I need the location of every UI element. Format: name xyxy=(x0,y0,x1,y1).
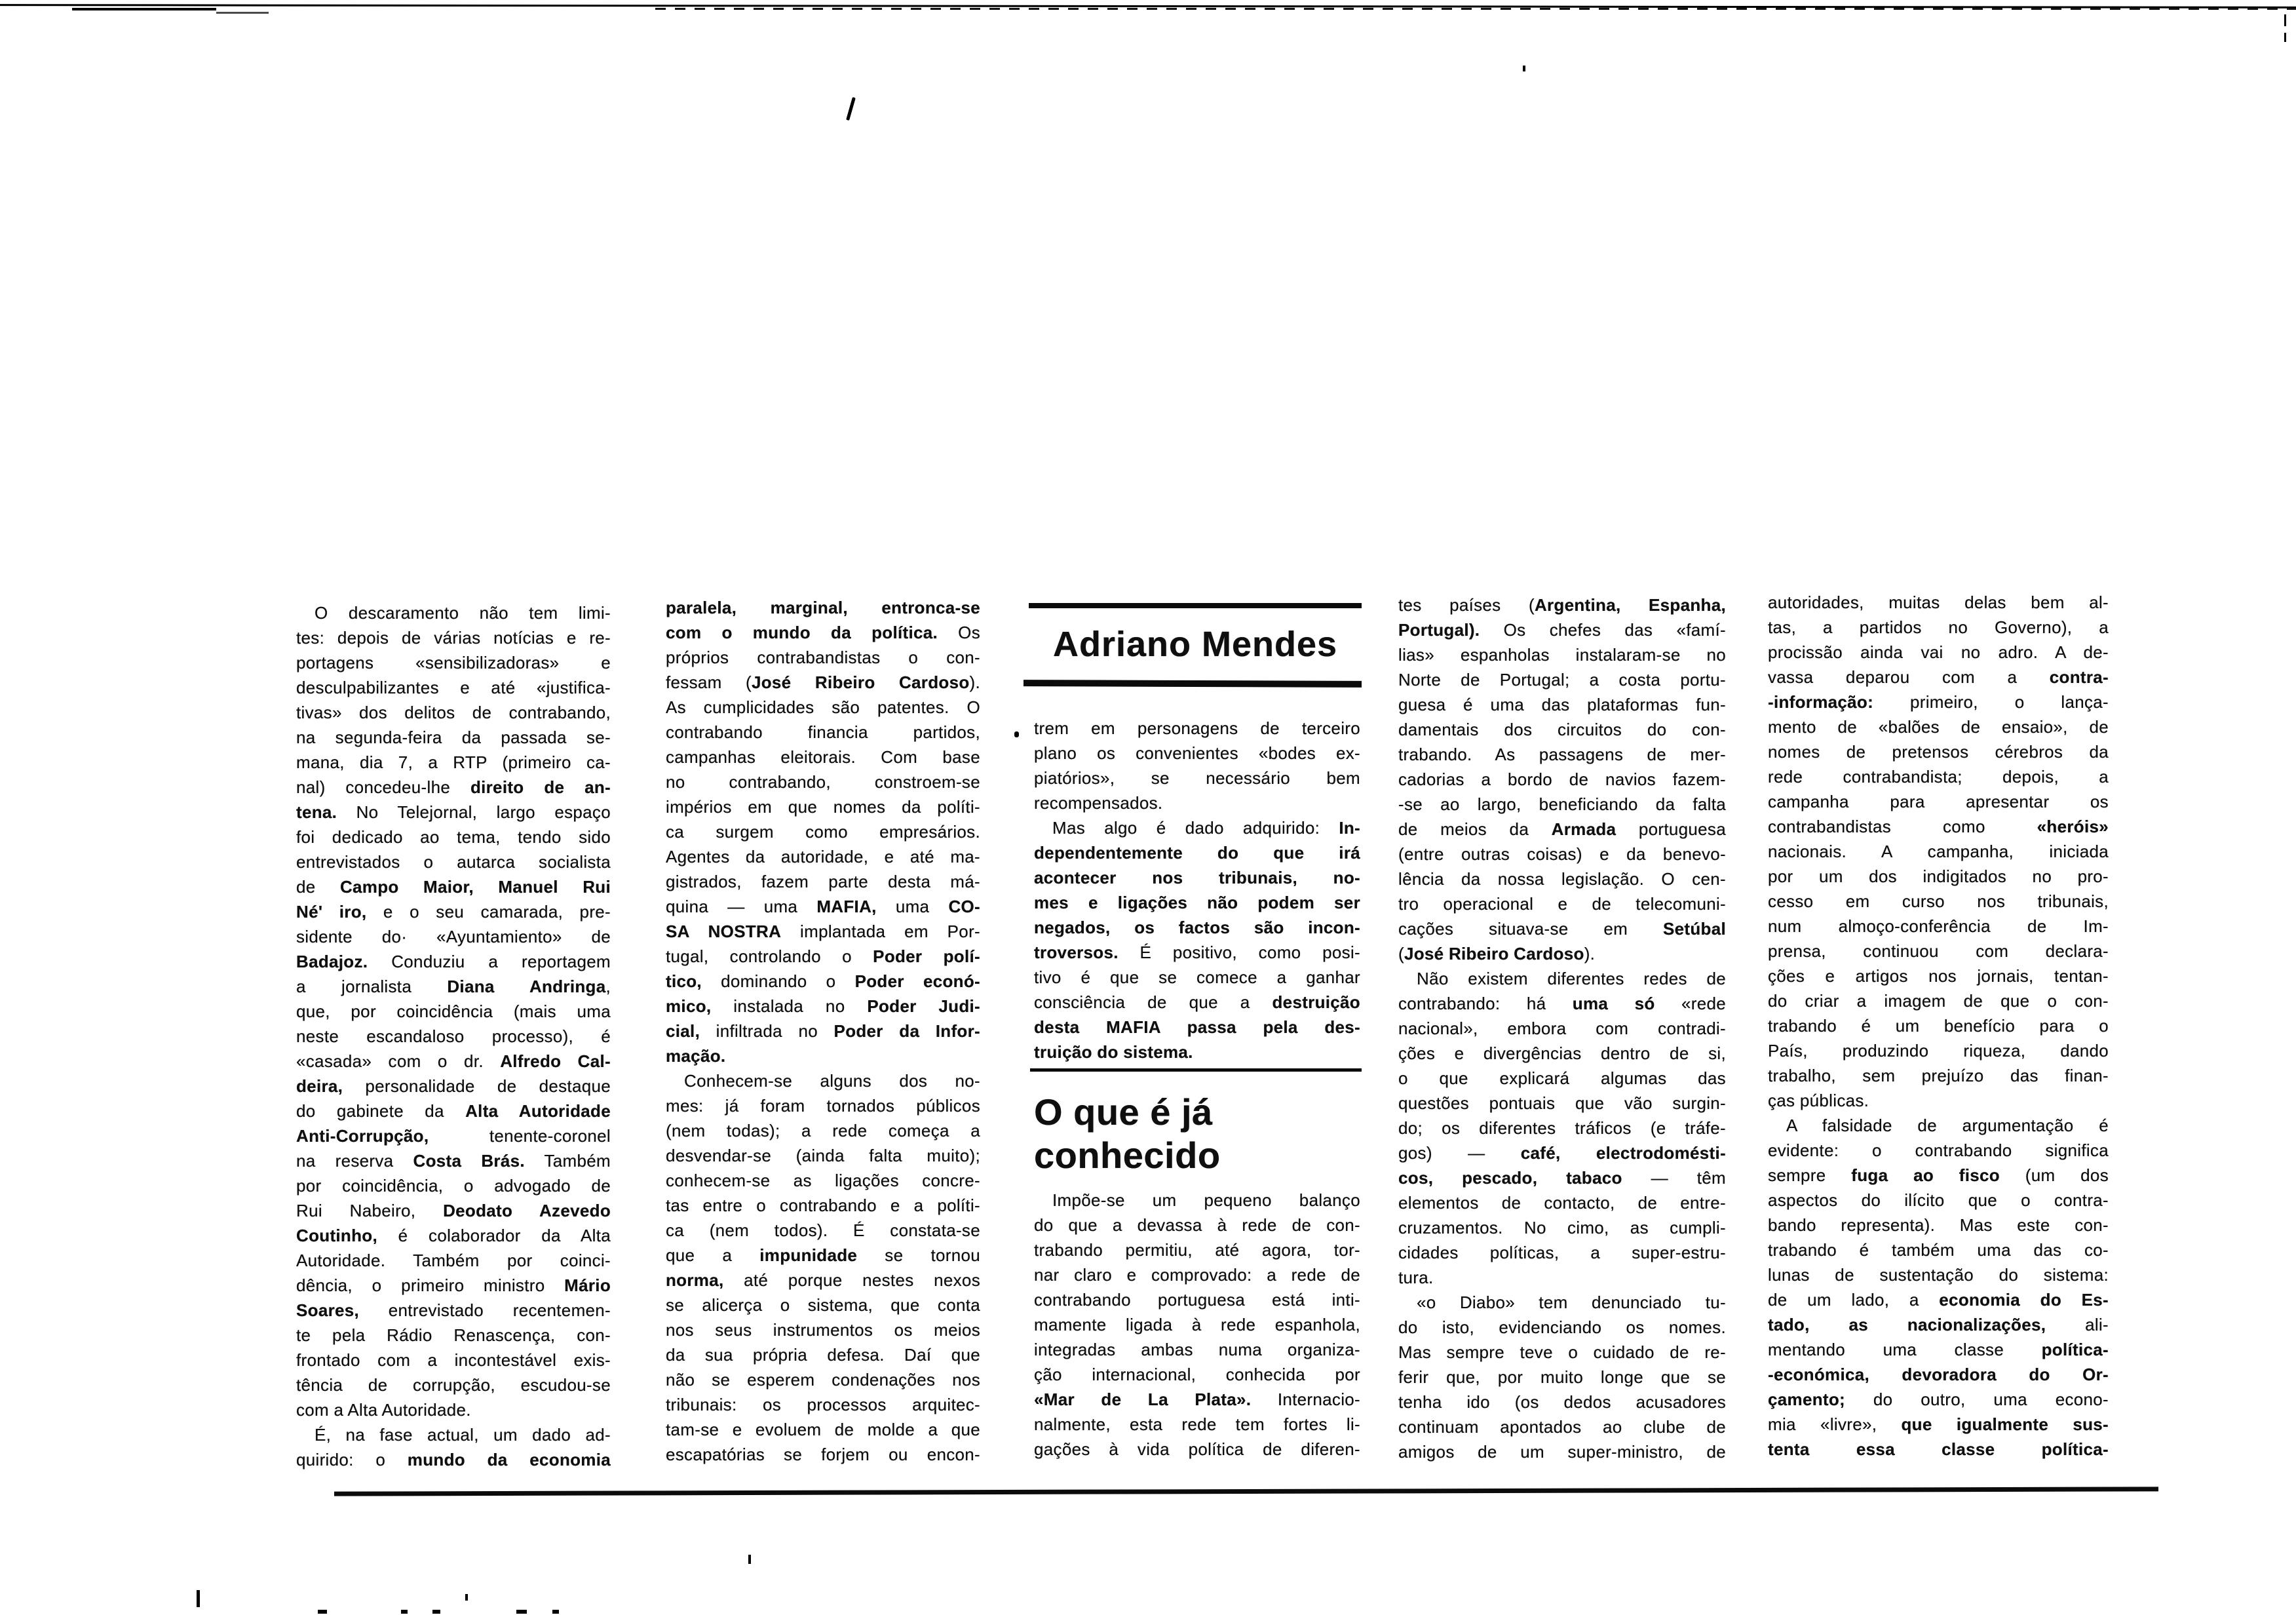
text-line: rede contrabandista; depois, a xyxy=(1768,767,2109,787)
text-line: tência de corrupção, escudou-se xyxy=(296,1375,611,1395)
text-line: escapatórias se forjem ou encon- xyxy=(666,1445,980,1464)
text-line: continuam apontados ao clube de xyxy=(1398,1417,1726,1437)
scan-mark-speck-margin xyxy=(1014,731,1019,737)
section-heading xyxy=(1034,1091,1362,1177)
text-line: tenta essa classe política- xyxy=(1768,1439,2109,1459)
text-line: guesa é uma das plataformas fun- xyxy=(1398,695,1726,714)
text-line: gos) — café, electrodomésti- xyxy=(1398,1143,1726,1163)
text-line: cidades políticas, a super-estru- xyxy=(1398,1243,1726,1262)
text-line: o que explicará algumas das xyxy=(1398,1068,1726,1088)
text-line: evidente: o contrabando significa xyxy=(1768,1140,2109,1160)
text-line: contrabandistas como «heróis» xyxy=(1768,817,2109,836)
text-line: cadorias a bordo de navios fazem- xyxy=(1398,769,1726,789)
text-line: Coutinho, é colaborador da Alta xyxy=(296,1226,611,1245)
text-line: ção internacional, conhecida por xyxy=(1034,1365,1360,1384)
text-line: ca surgem como empresários. xyxy=(666,822,980,842)
section-divider-rule xyxy=(1030,1068,1362,1072)
text-line: frontado com a incontestável exis- xyxy=(296,1350,611,1370)
text-line: desculpabilizantes e até «justifica- xyxy=(296,678,611,697)
scan-mark-bottom-dash-4 xyxy=(516,1610,527,1614)
text-line: trabalho, sem prejuízo das finan- xyxy=(1768,1066,2109,1085)
text-line: sidente do· «Ayuntamiento» de xyxy=(296,927,611,946)
text-line: (nem todas); a rede começa a xyxy=(666,1121,980,1140)
text-line: consciência de que a destruição xyxy=(1034,992,1360,1012)
text-line: nomes de pretensos cérebros da xyxy=(1768,742,2109,762)
text-line: tas, a partidos no Governo), a xyxy=(1768,617,2109,637)
text-line: -se ao largo, beneficiando da falta xyxy=(1398,794,1726,814)
text-line: desvendar-se (ainda falta muito); xyxy=(666,1146,980,1165)
text-line: mamente ligada à rede espanhola, xyxy=(1034,1315,1360,1334)
text-line: tena. No Telejornal, largo espaço xyxy=(296,802,611,822)
text-line: çamento; do outro, uma econo- xyxy=(1768,1390,2109,1409)
text-line: nacional», embora com contradi- xyxy=(1398,1019,1726,1038)
byline: Adriano Mendes xyxy=(1052,625,1338,664)
text-line: Portugal). Os chefes das «famí- xyxy=(1398,620,1726,640)
text-line: Mas sempre teve o cuidado de re- xyxy=(1398,1342,1726,1362)
text-line: com a Alta Autoridade. xyxy=(296,1400,471,1420)
text-line: se alicerça o sistema, que conta xyxy=(666,1295,980,1315)
text-line: nal) concedeu-lhe direito de an- xyxy=(296,777,611,797)
text-line: contrabando portuguesa está inti- xyxy=(1034,1290,1360,1310)
text-line: mia «livre», que igualmente sus- xyxy=(1768,1414,2109,1434)
text-line: entrevistados o autarca socialista xyxy=(296,852,611,872)
text-line: que, por coincidência (mais uma xyxy=(296,1002,611,1021)
text-line: de meios da Armada portuguesa xyxy=(1398,819,1726,839)
scan-mark-speck-bottom-1 xyxy=(465,1594,468,1601)
text-line: tugal, controlando o Poder polí- xyxy=(666,946,980,966)
text-line: questões pontuais que vão surgin- xyxy=(1398,1093,1726,1113)
text-line: tes países (Argentina, Espanha, xyxy=(1398,595,1726,615)
text-line: nar claro e comprovado: a rede de xyxy=(1034,1265,1360,1285)
text-line: trabando é um benefício para o xyxy=(1768,1016,2109,1036)
text-line: paralela, marginal, entronca-se xyxy=(666,598,980,617)
text-line: do que a devassa à rede de con- xyxy=(1034,1215,1360,1235)
text-line: «casada» com o dr. Alfredo Cal- xyxy=(296,1051,611,1071)
text-line: tenha ido (os dedos acusadores xyxy=(1398,1392,1726,1412)
text-line: de um lado, a economia do Es- xyxy=(1768,1290,2109,1310)
text-line: ções e divergências dentro de si, xyxy=(1398,1043,1726,1063)
text-line: deira, personalidade de destaque xyxy=(296,1076,611,1096)
article-column-3-lower xyxy=(1034,1188,1360,1462)
scan-mark-slash xyxy=(846,97,856,121)
text-line: mação. xyxy=(666,1046,726,1066)
scan-mark-right-edge-1 xyxy=(2284,14,2286,26)
text-line: ca (nem todos). É constata-se xyxy=(666,1220,980,1240)
article-bottom-rule xyxy=(334,1487,2158,1496)
text-line: campanhas eleitorais. Com base xyxy=(666,747,980,767)
text-line: mentando uma classe política- xyxy=(1768,1340,2109,1359)
text-line: da sua própria defesa. Daí que xyxy=(666,1345,980,1365)
text-line: na segunda-feira da passada se- xyxy=(296,728,611,747)
text-line: trabando. As passagens de mer- xyxy=(1398,745,1726,764)
text-line: desta MAFIA passa pela des- xyxy=(1034,1017,1360,1037)
scan-mark-bottom-bar xyxy=(197,1590,200,1607)
text-line: tivo é que se comece a ganhar xyxy=(1034,967,1360,987)
text-line: tes: depois de várias notícias e re- xyxy=(296,628,611,648)
text-line: bando representa). Mas este con- xyxy=(1768,1215,2109,1235)
scan-mark-speck-bottom-2 xyxy=(748,1555,751,1564)
text-line: lias» espanholas instalaram-se no xyxy=(1398,645,1726,665)
text-line: prensa, continuou com declara- xyxy=(1768,941,2109,961)
byline-rule-bottom xyxy=(1024,680,1362,688)
text-line: integradas ambas numa organiza- xyxy=(1034,1340,1360,1359)
text-line: contrabando financia partidos, xyxy=(666,722,980,742)
torn-edge-dashes xyxy=(655,8,2296,10)
text-line: trabando permitiu, até agora, tor- xyxy=(1034,1240,1360,1260)
text-line: que a impunidade se tornou xyxy=(666,1245,980,1265)
text-line: vassa deparou com a contra- xyxy=(1768,667,2109,687)
text-line: aspectos do ilícito que o contra- xyxy=(1768,1190,2109,1210)
text-line: truição do sistema. xyxy=(1034,1042,1193,1062)
scan-mark-bottom-dash-5 xyxy=(552,1610,559,1614)
text-line: amigos de um super-ministro, de xyxy=(1398,1442,1726,1462)
text-line: elementos de contacto, de entre- xyxy=(1398,1193,1726,1213)
text-line: As cumplicidades são patentes. O xyxy=(666,697,980,717)
text-line: procissão ainda vai no adro. A de- xyxy=(1768,642,2109,662)
text-line: do; os diferentes tráficos (e tráfe- xyxy=(1398,1118,1726,1138)
text-line: trem em personagens de terceiro xyxy=(1034,718,1360,738)
scan-mark-speck-top xyxy=(1523,66,1525,71)
text-line: próprios contrabandistas o con- xyxy=(666,648,980,667)
text-line: tico, dominando o Poder econó- xyxy=(666,971,980,991)
text-line: cos, pescado, tabaco — têm xyxy=(1398,1168,1727,1188)
scan-mark-bottom-dash-3 xyxy=(432,1610,440,1614)
text-line: mento de «balões de ensaio», de xyxy=(1768,717,2109,737)
text-line: no contrabando, constroem-se xyxy=(666,772,980,792)
text-line: sempre fuga ao fisco (um dos xyxy=(1768,1165,2109,1185)
text-line: tro operacional e de telecomuni- xyxy=(1398,894,1726,914)
text-line: Badajoz. Conduziu a reportagem xyxy=(296,952,611,971)
text-line: portagens «sensibilizadoras» e xyxy=(296,653,611,672)
text-line: País, produzindo riqueza, dando xyxy=(1768,1041,2109,1060)
text-line: a jornalista Diana Andringa, xyxy=(296,977,611,996)
text-line: «Mar de La Plata». Internacio- xyxy=(1034,1390,1361,1409)
text-line: campanha para apresentar os xyxy=(1768,792,2109,811)
text-line: do isto, evidenciando os nomes. xyxy=(1398,1317,1726,1337)
text-line: neste escandaloso processo), é xyxy=(296,1026,611,1046)
text-line: Impõe-se um pequeno balanço xyxy=(1052,1190,1360,1210)
text-line: plano os convenientes «bodes ex- xyxy=(1034,743,1360,763)
section-heading-line-1: O que é já xyxy=(1034,1091,1213,1133)
text-line: nalmente, esta rede tem fortes li- xyxy=(1034,1414,1360,1434)
text-line: A falsidade de argumentação é xyxy=(1786,1116,2109,1135)
text-line: -económica, devoradora do Or- xyxy=(1768,1365,2109,1384)
text-line: Não existem diferentes redes de xyxy=(1417,969,1726,988)
article-column-3-upper xyxy=(1034,716,1360,1064)
text-line: Anti-Corrupção, tenente-coronel xyxy=(296,1126,611,1146)
text-line: (entre outras coisas) e da benevo- xyxy=(1398,844,1726,864)
scan-mark-bottom-dash-2 xyxy=(401,1610,408,1614)
text-line: Soares, entrevistado recentemen- xyxy=(296,1300,611,1320)
text-line: quirido: o mundo da economia xyxy=(296,1450,611,1469)
text-line: num almoço-conferência de Im- xyxy=(1768,916,2109,936)
text-line: acontecer nos tribunais, no- xyxy=(1034,868,1360,887)
text-line: do criar a imagem de que o con- xyxy=(1768,991,2109,1011)
text-line: tura. xyxy=(1398,1268,1434,1287)
text-line: mana, dia 7, a RTP (primeiro ca- xyxy=(296,752,611,772)
text-line: É, na fase actual, um dado ad- xyxy=(315,1425,611,1445)
text-line: tribunais: os processos arquitec- xyxy=(666,1395,980,1414)
text-line: por um dos indigitados no pro- xyxy=(1768,866,2109,886)
text-line: piatórios», se necessário bem xyxy=(1034,768,1360,788)
text-line: nacionais. A campanha, iniciada xyxy=(1768,842,2109,861)
text-line: gistrados, fazem parte desta má- xyxy=(666,872,980,891)
text-line: quina — uma MAFIA, uma CO- xyxy=(666,897,980,916)
text-line: O descaramento não tem limi- xyxy=(315,603,611,623)
text-line: -informação: primeiro, o lança- xyxy=(1768,692,2109,712)
text-line: ções e artigos nos jornais, tentan- xyxy=(1768,966,2109,986)
text-line: Norte de Portugal; a costa portu- xyxy=(1398,670,1726,690)
text-line: conhecem-se as ligações concre- xyxy=(666,1171,980,1190)
text-line: na reserva Costa Brás. Também xyxy=(296,1151,611,1171)
text-line: trabando é também uma das co- xyxy=(1768,1240,2109,1260)
text-line: mes e ligações não podem ser xyxy=(1034,893,1360,912)
article-column-5 xyxy=(1768,590,2109,1462)
text-line: tivas» dos delitos de contrabando, xyxy=(296,703,611,722)
text-line: tam-se e evoluem de molde a que xyxy=(666,1420,980,1439)
text-line: ferir que, por muito longe que se xyxy=(1398,1367,1726,1387)
text-line: te pela Rádio Renascença, con- xyxy=(296,1325,611,1345)
text-line: dependentemente do que irá xyxy=(1034,843,1360,863)
torn-edge-small-segment xyxy=(216,12,269,14)
byline-rule-top xyxy=(1029,603,1362,608)
text-line: cruzamentos. No cimo, as cumpli- xyxy=(1398,1218,1726,1237)
text-line: «o Diabo» tem denunciado tu- xyxy=(1417,1293,1726,1312)
text-line: tas entre o contrabando e a políti- xyxy=(666,1196,980,1215)
text-line: não se esperem condenações nos xyxy=(666,1370,980,1390)
text-line: negados, os factos são incon- xyxy=(1034,918,1360,937)
text-line: Agentes da autoridade, e até ma- xyxy=(666,847,980,866)
text-line: gações à vida política de diferen- xyxy=(1034,1439,1360,1459)
text-line: cesso em curso nos tribunais, xyxy=(1768,891,2109,911)
text-line: com o mundo da política. Os xyxy=(666,623,980,642)
text-line: recompensados. xyxy=(1034,793,1163,813)
text-line: cações situava-se em Setúbal xyxy=(1398,919,1726,939)
text-line: autoridades, muitas delas bem al- xyxy=(1768,593,2109,612)
scan-mark-bottom-dash-1 xyxy=(318,1610,327,1614)
text-line: troversos. É positivo, como posi- xyxy=(1034,943,1360,962)
text-line: de Campo Maior, Manuel Rui xyxy=(296,877,611,897)
text-line: lunas de sustentação do sistema: xyxy=(1768,1265,2109,1285)
text-line: norma, até porque nestes nexos xyxy=(666,1270,980,1290)
article-column-4 xyxy=(1398,593,1726,1464)
text-line: Autoridade. Também por coinci- xyxy=(296,1251,611,1270)
text-line: foi dedicado ao tema, tendo sido xyxy=(296,827,611,847)
article-column-2 xyxy=(666,595,980,1467)
text-line: contrabando: há uma só «rede xyxy=(1398,994,1726,1013)
text-line: lência da nossa legislação. O cen- xyxy=(1398,869,1726,889)
scan-mark-right-edge-2 xyxy=(2284,33,2286,42)
text-line: Mas algo é dado adquirido: In- xyxy=(1052,818,1360,838)
text-line: do gabinete da Alta Autoridade xyxy=(296,1101,611,1121)
text-line: (José Ribeiro Cardoso). xyxy=(1398,944,1596,963)
text-line: Rui Nabeiro, Deodato Azevedo xyxy=(296,1201,611,1220)
text-line: tado, as nacionalizações, ali- xyxy=(1768,1315,2109,1334)
text-line: Conhecem-se alguns dos no- xyxy=(684,1071,980,1091)
section-heading-line-2: conhecido xyxy=(1034,1135,1221,1176)
text-line: nos seus instrumentos os meios xyxy=(666,1320,980,1340)
text-line: ças públicas. xyxy=(1768,1091,1869,1110)
text-line: Né' iro, e o seu camarada, pre- xyxy=(296,902,611,922)
text-line: mes: já foram tornados públicos xyxy=(666,1096,980,1116)
text-line: por coincidência, o advogado de xyxy=(296,1176,611,1196)
text-line: SA NOSTRA implantada em Por- xyxy=(666,922,980,941)
text-line: dência, o primeiro ministro Mário xyxy=(296,1275,611,1295)
text-line: cial, infiltrada no Poder da Infor- xyxy=(666,1021,980,1041)
text-line: impérios em que nomes da políti- xyxy=(666,797,980,817)
article-column-1 xyxy=(296,600,611,1472)
torn-edge-thick-segment xyxy=(72,8,216,10)
text-line: fessam (José Ribeiro Cardoso). xyxy=(666,672,980,692)
text-line: mico, instalada no Poder Judi- xyxy=(666,996,980,1016)
text-line: damentais dos circuitos do con- xyxy=(1398,720,1726,739)
